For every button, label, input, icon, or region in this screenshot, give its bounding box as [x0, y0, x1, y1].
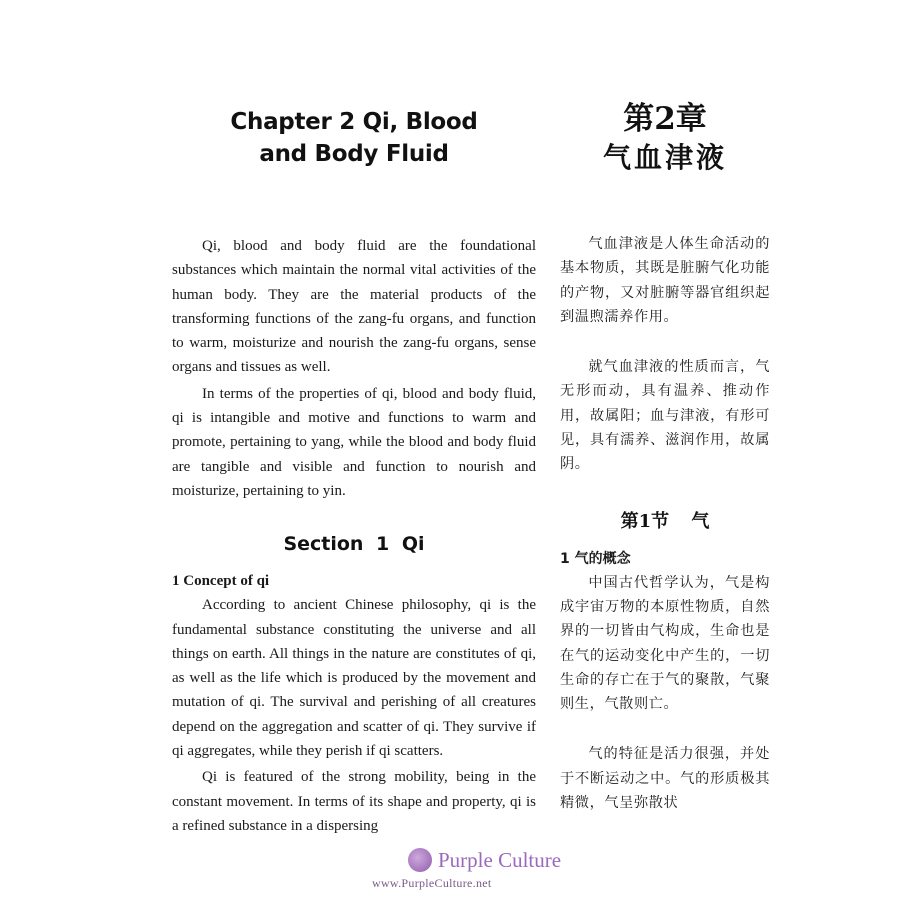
english-column: [172, 100, 536, 838]
intro-paragraph-zh-1: 气血津液是人体生命活动的基本物质，其既是脏腑气化功能的产物，又对脏腑等器官组织起到温煦濡养作用。: [560, 236, 770, 325]
intro-paragraph-en-1: Qi, blood and body fluid are the foundational substances which maintain the normal vital activities of the human body. They are the material products of the transforming functions of the zang-fu organs, and function to warm, moisturize and nourish the zang-fu organs, sense organs and tissues as well.: [172, 238, 536, 376]
section-paragraph-zh-1: 中国古代哲学认为，气是构成宇宙万物的本原性物质，自然界的一切皆由气构成，生命也是在气的运动变化中产生的，一切生命的存亡在于气的聚散，气聚则生，气散则亡。: [560, 574, 770, 713]
subsection-heading-zh: 1 气的概念: [560, 550, 631, 567]
subsection-heading-en: 1 Concept of qi: [172, 573, 270, 590]
chinese-column: [560, 100, 770, 815]
chapter-title-zh: [560, 100, 770, 178]
section-paragraph-en-1: According to ancient Chinese philosophy, qi is the fundamental substance constituting the universe and all things on earth. All things in the nature are constitutes of qi, as well as the life which is produced by the movement and mutation of qi. The survival and perishing of all creatures depend on the aggregation and scatter of qi. They survive if qi aggregates, while they perish if qi scatters.: [172, 597, 536, 760]
intro-paragraph-zh-2: 就气血津液的性质而言，气无形而动，具有温养、推动作用，故属阳；血与津液，有形可见，具有濡养、滋润作用，故属阴。: [560, 359, 770, 473]
section-paragraph-en-2: Qi is featured of the strong mobility, being in the constant movement. In terms of its shape and property, qi is a refined substance in a dispersing: [172, 769, 536, 834]
section-paragraph-zh-2: 气的特征是活力很强，并处于不断运动之中。气的形质极其精微，气呈弥散状: [560, 746, 770, 812]
chapter-name-zh: 气血津液: [602, 141, 727, 174]
section-title-zh: 第1节 气: [620, 510, 710, 532]
watermark: [0, 838, 900, 900]
watermark-brand: Purple Culture: [438, 848, 562, 872]
section-title-en: Section 1 Qi: [283, 533, 425, 556]
chapter-title-en-line2: and Body Fluid: [259, 141, 449, 167]
intro-paragraph-en-2: In terms of the properties of qi, blood and body fluid, qi is intangible and motive and functions to warm and promote, pertaining to yang, while the blood and body fluid are tangible and visible and function to nourish and moisturize, pertaining to yin.: [172, 385, 536, 499]
purple-culture-logo-icon: [408, 848, 432, 872]
chapter-title-en-line1: Chapter 2 Qi, Blood: [230, 109, 478, 135]
watermark-url: www.PurpleCulture.net: [372, 876, 492, 890]
chapter-number-zh: 第2章: [623, 101, 707, 137]
chapter-title-en: [172, 106, 536, 170]
